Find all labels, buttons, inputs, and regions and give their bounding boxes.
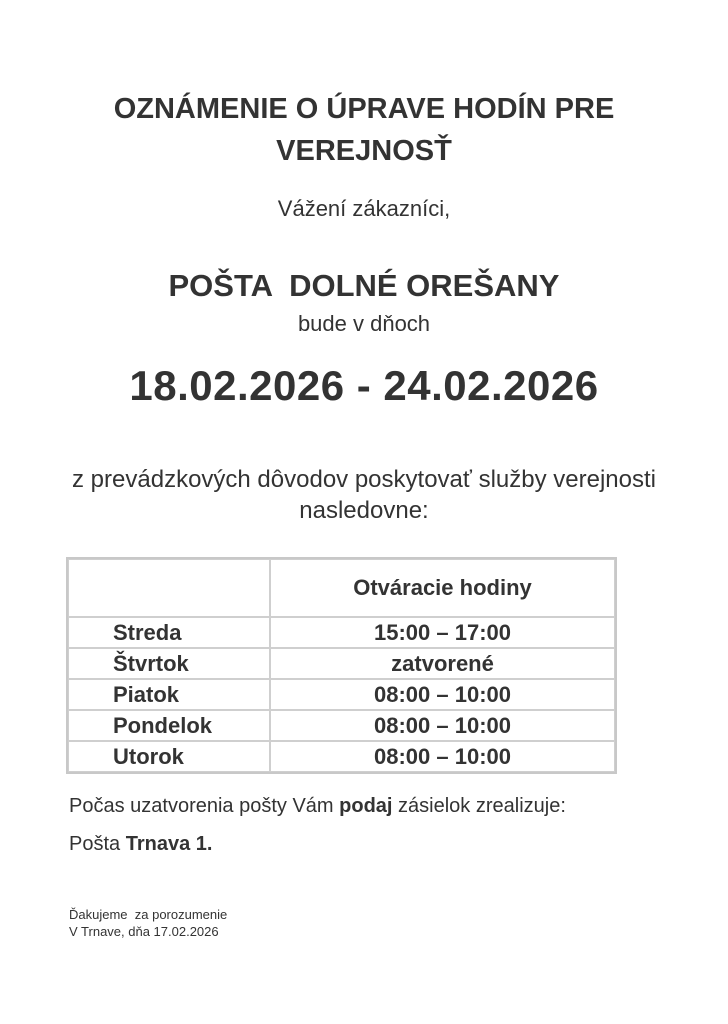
thanks-line: Ďakujeme za porozumenie (69, 907, 228, 922)
pickup-bold-word: podaj (339, 795, 393, 817)
day-cell: Pondelok (68, 710, 270, 741)
hours-cell: 08:00 – 10:00 (270, 710, 615, 741)
day-cell: Streda (68, 617, 270, 648)
branch-prefix: Pošta (69, 833, 126, 855)
pickup-note (69, 795, 566, 818)
pickup-text-end: zásielok zrealizuje: (392, 795, 566, 817)
greeting: Vážení zákazníci, (277, 196, 451, 221)
day-cell: Piatok (68, 679, 270, 710)
opening-hours-table (66, 557, 617, 774)
hours-cell: 15:00 – 17:00 (270, 617, 615, 648)
footer (69, 906, 227, 940)
reason-text: z prevádzkových dôvodov poskytovať služby verejnosti nasledovne: (72, 466, 656, 524)
days-intro: bude v dňoch (297, 311, 431, 336)
table-row (68, 679, 615, 710)
table-row (68, 741, 615, 772)
day-cell: Utorok (68, 741, 270, 772)
empty-header-cell (68, 559, 270, 617)
table-row (68, 648, 615, 679)
pickup-text-start: Počas uzatvorenia pošty Vám (69, 795, 340, 817)
branch-name: Trnava 1. (125, 833, 213, 855)
day-cell: Štvrtok (68, 648, 270, 679)
post-office-name: POŠTA DOLNÉ OREŠANY (168, 268, 560, 303)
hours-cell: 08:00 – 10:00 (270, 679, 615, 710)
table-row (68, 710, 615, 741)
opening-hours-header: Otváracie hodiny (270, 559, 615, 617)
place-date-line: V Trnave, dňa 17.02.2026 (69, 924, 219, 939)
pickup-branch (69, 833, 212, 856)
hours-cell: 08:00 – 10:00 (270, 741, 615, 772)
table-row (68, 617, 615, 648)
notice-title: OZNÁMENIE O ÚPRAVE HODÍN PRE VEREJNOSŤ (113, 93, 615, 167)
table-header-row (68, 559, 615, 617)
hours-cell: zatvorené (270, 648, 615, 679)
date-range: 18.02.2026 - 24.02.2026 (129, 362, 599, 409)
